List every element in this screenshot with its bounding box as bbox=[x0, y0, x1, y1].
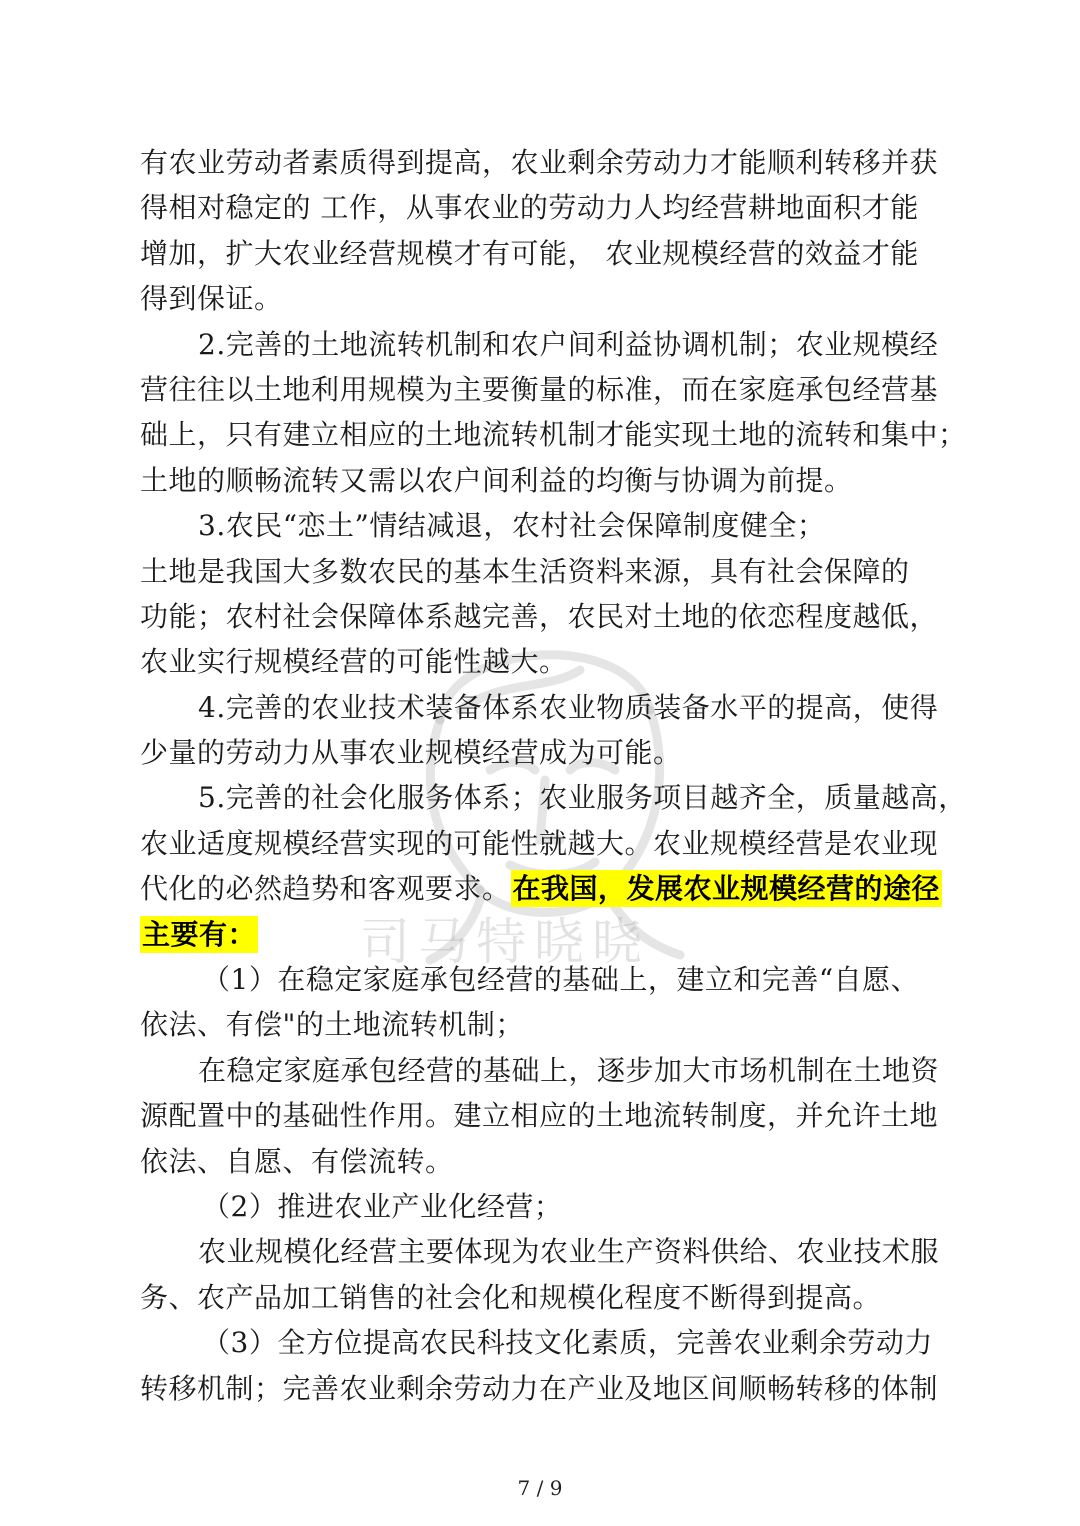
text-line: 少量的劳动力从事农业规模经营成为可能。 bbox=[140, 736, 682, 770]
text-line: 有农业劳动者素质得到提高，农业剩余劳动力才能顺利转移并获 bbox=[140, 146, 939, 179]
text-line: 务、农产品加工销售的社会化和规模化程度不断得到提高。 bbox=[140, 1280, 882, 1314]
text-line: 增加，扩大农业经营规模才有可能， 农业规模经营的效益才能 bbox=[140, 236, 919, 270]
text-line: 础上，只有建立相应的土地流转机制才能实现土地的流转和集中； bbox=[140, 418, 967, 452]
text-line: 依法、有偿"的土地流转机制； bbox=[140, 1008, 524, 1042]
page-number: 7 / 9 bbox=[517, 1476, 563, 1500]
text-line: 在稳定家庭承包经营的基础上，逐步加大市场机制在土地资 bbox=[198, 1053, 940, 1087]
watermark-text: 司马特晓晓 bbox=[360, 913, 650, 971]
sub-item-heading-2: （2）推进农业产业化经营； bbox=[202, 1189, 563, 1223]
text-line bbox=[140, 866, 940, 911]
text-line: 依法、自愿、有偿流转。 bbox=[140, 1144, 454, 1178]
highlighted-text: 在我国，发展农业规模经营的途径 bbox=[512, 872, 941, 906]
item-heading-3: 3.农民“恋土”情结减退，农村社会保障制度健全； bbox=[198, 509, 826, 543]
sub-item-heading-1: （1）在稳定家庭承包经营的基础上，建立和完善“自愿、 bbox=[202, 963, 920, 997]
text-line: 转移机制；完善农业剩余劳动力在产业及地区间顺畅转移的体制 bbox=[140, 1371, 939, 1405]
item-heading-2: 2.完善的土地流转机制和农户间利益协调机制；农业规模经 bbox=[198, 327, 939, 361]
text-line bbox=[140, 912, 940, 957]
text-line: 土地的顺畅流转又需以农户间利益的均衡与协调为前提。 bbox=[140, 463, 853, 497]
text-line: 源配置中的基础性作用。建立相应的土地流转制度，并允许土地 bbox=[140, 1099, 939, 1133]
text-line: 农业实行规模经营的可能性越大。 bbox=[140, 645, 568, 679]
document-body bbox=[140, 140, 967, 1411]
text-segment: 代化的必然趋势和客观要求。 bbox=[140, 872, 511, 906]
text-line: 得到保证。 bbox=[140, 282, 283, 316]
text-line: 得相对稳定的 工作，从事农业的劳动力人均经营耕地面积才能 bbox=[140, 191, 919, 225]
item-heading-4: 4.完善的农业技术装备体系农业物质装备水平的提高，使得 bbox=[198, 690, 939, 724]
item-heading-5: 5.完善的社会化服务体系；农业服务项目越齐全，质量越高， bbox=[198, 781, 967, 815]
sub-item-heading-3: （3）全方位提高农民科技文化素质，完善农业剩余劳动力 bbox=[202, 1326, 933, 1360]
text-line: 营往往以土地利用规模为主要衡量的标准，而在家庭承包经营基 bbox=[140, 372, 939, 406]
text-line: 农业适度规模经营实现的可能性就越大。农业规模经营是农业现 bbox=[140, 826, 939, 860]
text-line: 农业规模化经营主要体现为农业生产资料供给、农业技术服 bbox=[198, 1235, 940, 1269]
text-line: 土地是我国大多数农民的基本生活资料来源，具有社会保障的 bbox=[140, 554, 910, 588]
highlighted-text: 主要有： bbox=[142, 917, 257, 951]
text-line: 功能；农村社会保障体系越完善，农民对土地的依恋程度越低， bbox=[140, 599, 939, 633]
